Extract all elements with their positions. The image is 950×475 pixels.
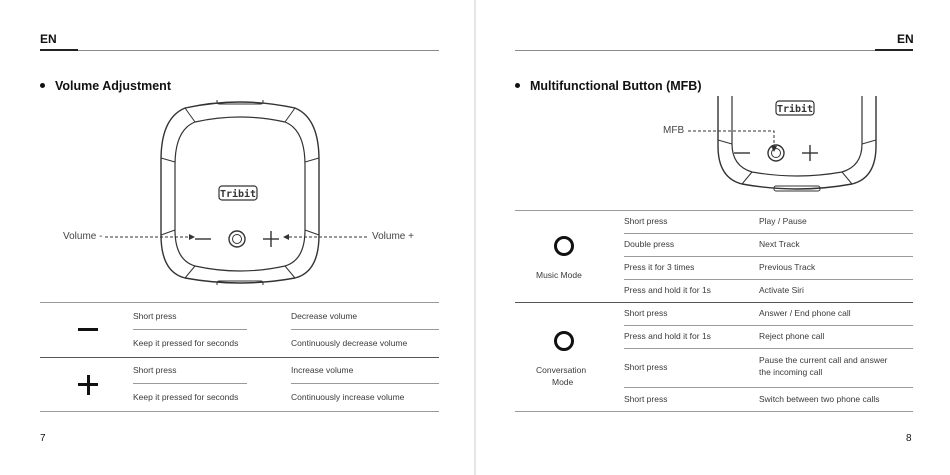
header-rule-accent — [40, 49, 78, 51]
plus-icon-vertical — [87, 375, 90, 395]
volume-minus-leader — [105, 232, 195, 242]
table-cell-result: Answer / End phone call — [759, 308, 851, 318]
table-inner-rule — [624, 279, 913, 280]
table-inner-rule — [624, 325, 913, 326]
mode-label: Conversation — [536, 365, 587, 375]
table-inner-rule — [291, 383, 439, 384]
table-cell-action: Short press — [133, 311, 177, 321]
header-rule — [78, 50, 439, 51]
table-cell-action: Double press — [624, 239, 675, 249]
language-label: EN — [897, 32, 914, 46]
header-rule-accent — [875, 49, 913, 51]
bullet-icon — [40, 83, 45, 88]
speaker-illustration — [155, 100, 325, 285]
table-group-rule — [40, 357, 439, 358]
minus-icon — [78, 328, 98, 331]
table-inner-rule — [624, 233, 913, 234]
table-cell-result: Previous Track — [759, 262, 816, 272]
language-label: EN — [40, 32, 57, 46]
table-inner-rule — [291, 329, 439, 330]
table-cell-result: Activate Siri — [759, 285, 804, 295]
table-bottom-rule — [40, 411, 439, 412]
table-inner-rule — [133, 383, 247, 384]
table-cell-action: Short press — [624, 308, 668, 318]
circle-icon — [554, 236, 574, 256]
table-inner-rule — [624, 348, 913, 349]
table-cell-action: Short press — [624, 216, 668, 226]
table-cell-result: Pause the current call and answer — [759, 355, 888, 365]
section-heading-text: Volume Adjustment — [55, 79, 171, 93]
brand-logo: Tribit — [776, 104, 814, 115]
table-top-rule — [40, 302, 439, 303]
mfb-callout: MFB — [663, 125, 685, 136]
section-heading-text: Multifunctional Button (MFB) — [530, 79, 702, 93]
table-inner-rule — [624, 256, 913, 257]
table-cell-action: Short press — [624, 362, 668, 372]
mode-label: Music Mode — [536, 270, 582, 280]
table-top-rule — [515, 210, 913, 211]
table-cell-action: Short press — [624, 394, 668, 404]
table-cell-result: Decrease volume — [291, 311, 358, 321]
table-cell-result: Play / Pause — [759, 216, 807, 226]
brand-logo: Tribit — [219, 189, 257, 200]
right-page — [476, 0, 950, 475]
mfb-leader — [688, 124, 788, 154]
table-cell-result: Switch between two phone calls — [759, 394, 880, 404]
page-number: 8 — [906, 433, 912, 444]
table-cell-result: the incoming call — [759, 367, 823, 377]
table-cell-result: Continuously decrease volume — [291, 338, 408, 348]
table-inner-rule — [133, 329, 247, 330]
table-cell-result: Continuously increase volume — [291, 392, 405, 402]
table-bottom-rule — [515, 411, 913, 412]
table-cell-action: Keep it pressed for seconds — [133, 338, 239, 348]
section-heading — [515, 79, 701, 93]
table-inner-rule — [624, 387, 913, 388]
bullet-icon — [515, 83, 520, 88]
left-page — [0, 0, 474, 475]
header-rule — [515, 50, 875, 51]
volume-minus-callout: Volume - — [63, 231, 103, 242]
mfb-button-icon — [229, 231, 245, 247]
page-number: 7 — [40, 433, 46, 444]
mode-label: Mode — [552, 377, 574, 387]
volume-plus-leader — [283, 232, 369, 242]
section-heading — [40, 79, 171, 93]
table-cell-action: Short press — [133, 365, 177, 375]
table-cell-action: Keep it pressed for seconds — [133, 392, 239, 402]
table-cell-result: Reject phone call — [759, 331, 825, 341]
volume-plus-callout: Volume + — [372, 231, 414, 242]
table-cell-action: Press and hold it for 1s — [624, 285, 711, 295]
table-cell-action: Press and hold it for 1s — [624, 331, 711, 341]
table-cell-result: Increase volume — [291, 365, 354, 375]
table-cell-result: Next Track — [759, 239, 800, 249]
table-group-rule — [515, 302, 913, 303]
circle-icon — [554, 331, 574, 351]
table-cell-action: Press it for 3 times — [624, 262, 695, 272]
